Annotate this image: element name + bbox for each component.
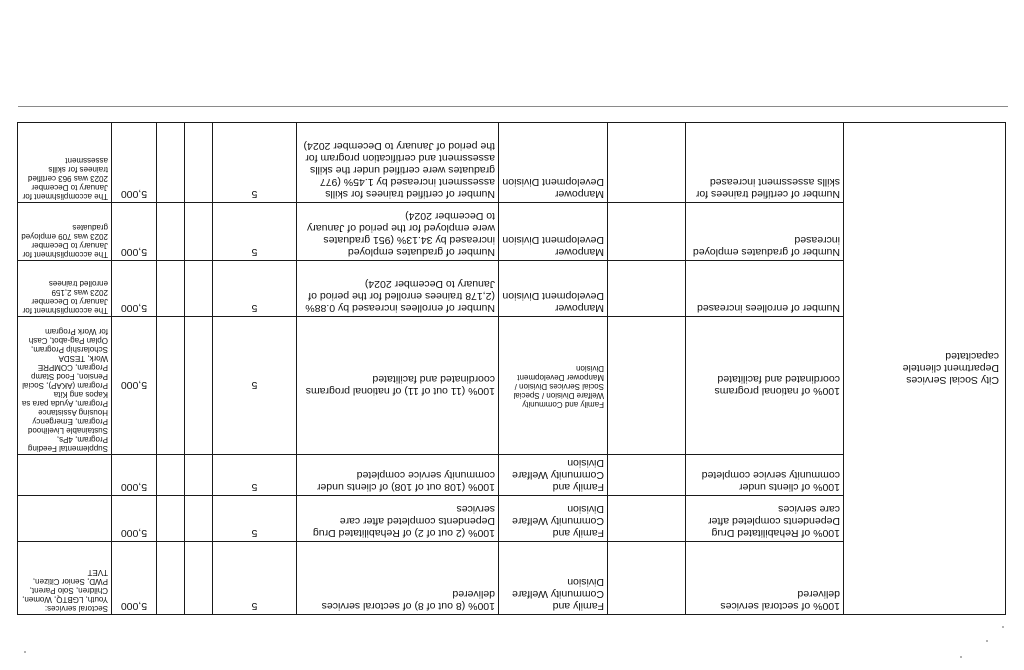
accomplishment-cell: Number of enrollees increased by 0.88% (2,178 trainees enrolled for the period of January to December 2024): [297, 260, 499, 316]
remarks-cell: [18, 496, 112, 542]
division-cell: Manpower Development Division: [499, 202, 608, 260]
blank-cell: [608, 316, 686, 454]
scan-speck: [1002, 626, 1004, 628]
page-top-rule: [18, 106, 1008, 107]
indicator-cell: Number of graduates employed increased: [686, 202, 844, 260]
performance-table: [17, 122, 1006, 615]
rating-cell: 5: [213, 316, 297, 454]
accomplishment-cell: Number of certified trainees for skills assessment increased by 1.45% (977 graduates were certified under the skills assessment and certification program for the period of January to December 2024): [297, 122, 499, 202]
budget-cell: 5,000: [112, 316, 157, 454]
budget-cell: 5,000: [112, 496, 157, 542]
division-cell: Family and Community Welfare Division / Special Social Services Division / Manpower Development Division: [499, 316, 608, 454]
blank-cell: [608, 122, 686, 202]
remarks-cell: The accomplishment for January to December 2023 was 963 certified trainees for skills assessment: [18, 122, 112, 202]
department-cell: City Social Services Department clientele capacitated: [844, 122, 1006, 614]
blank-cell: [608, 202, 686, 260]
rating-cell: 5: [213, 202, 297, 260]
scan-speck: [24, 651, 26, 653]
division-cell: Family and Community Welfare Division: [499, 454, 608, 495]
rating-cell: 5: [213, 454, 297, 495]
scan-speck: [960, 656, 962, 658]
budget-cell: 5,000: [112, 202, 157, 260]
indicator-cell: 100% of national programs coordinated and facilitated: [686, 316, 844, 454]
blank-cell: [157, 542, 185, 615]
blank-cell: [185, 260, 213, 316]
blank-cell: [157, 202, 185, 260]
blank-cell: [157, 316, 185, 454]
remarks-cell: Supplemental Feeding Program, 4Ps, Sustainable Livelihood Program, Emergency Housing Assistance Program, Ayuda para sa Kapos ang Kita Program (AKAP), Social Pension, Food Stamp Program, COMPRE Work, TESDA Scholarship Program, Oplan Pag-abot, Cash for Work Program: [18, 316, 112, 454]
budget-cell: 5,000: [112, 260, 157, 316]
rotated-table-wrapper: [18, 128, 1006, 615]
indicator-cell: 100% of Rehabilitated Drug Dependents completed after care services: [686, 496, 844, 542]
remarks-cell: The accomplishment for January to December 2023 was 709 employed graduates: [18, 202, 112, 260]
scan-speck: [986, 640, 988, 642]
budget-cell: 5,000: [112, 122, 157, 202]
indicator-cell: Number of certified trainees for skills assessment increased: [686, 122, 844, 202]
accomplishment-cell: 100% (11 out of 11) of national programs coordinated and facilitated: [297, 316, 499, 454]
budget-cell: 5,000: [112, 542, 157, 615]
rating-cell: 5: [213, 542, 297, 615]
rating-cell: 5: [213, 122, 297, 202]
accomplishment-cell: 100% (108 out of 108) of clients under community service completed: [297, 454, 499, 495]
remarks-cell: The accomplishment for January to December 2023 was 2,159 enrolled trainees: [18, 260, 112, 316]
blank-cell: [185, 454, 213, 495]
blank-cell: [608, 496, 686, 542]
blank-cell: [608, 454, 686, 495]
blank-cell: [157, 454, 185, 495]
division-cell: Manpower Development Division: [499, 122, 608, 202]
blank-cell: [185, 122, 213, 202]
blank-cell: [185, 542, 213, 615]
remarks-cell: Sectoral services: Youth, LGBTQ, Women, Children, Solo Parent, PWD, Senior Citizen, TVET: [18, 542, 112, 615]
rating-cell: 5: [213, 260, 297, 316]
indicator-cell: 100% of sectoral services delivered: [686, 542, 844, 615]
blank-cell: [185, 496, 213, 542]
division-cell: Family and Community Welfare Division: [499, 542, 608, 615]
division-cell: Manpower Development Division: [499, 260, 608, 316]
indicator-cell: Number of enrollees increased: [686, 260, 844, 316]
accomplishment-cell: Number of graduates employed increased by 34.13% (951 graduates were employed for the period of January to December 2024): [297, 202, 499, 260]
rating-cell: 5: [213, 496, 297, 542]
blank-cell: [608, 542, 686, 615]
blank-cell: [185, 316, 213, 454]
remarks-cell: [18, 454, 112, 495]
division-cell: Family and Community Welfare Division: [499, 496, 608, 542]
budget-cell: 5,000: [112, 454, 157, 495]
accomplishment-cell: 100% (2 out of 2) of Rehabilitated Drug Dependents completed after care services: [297, 496, 499, 542]
blank-cell: [185, 202, 213, 260]
blank-cell: [157, 122, 185, 202]
blank-cell: [157, 260, 185, 316]
table-row: [18, 542, 1006, 615]
blank-cell: [157, 496, 185, 542]
blank-cell: [608, 260, 686, 316]
accomplishment-cell: 100% (8 out of 8) of sectoral services delivered: [297, 542, 499, 615]
indicator-cell: 100% of clients under community service completed: [686, 454, 844, 495]
